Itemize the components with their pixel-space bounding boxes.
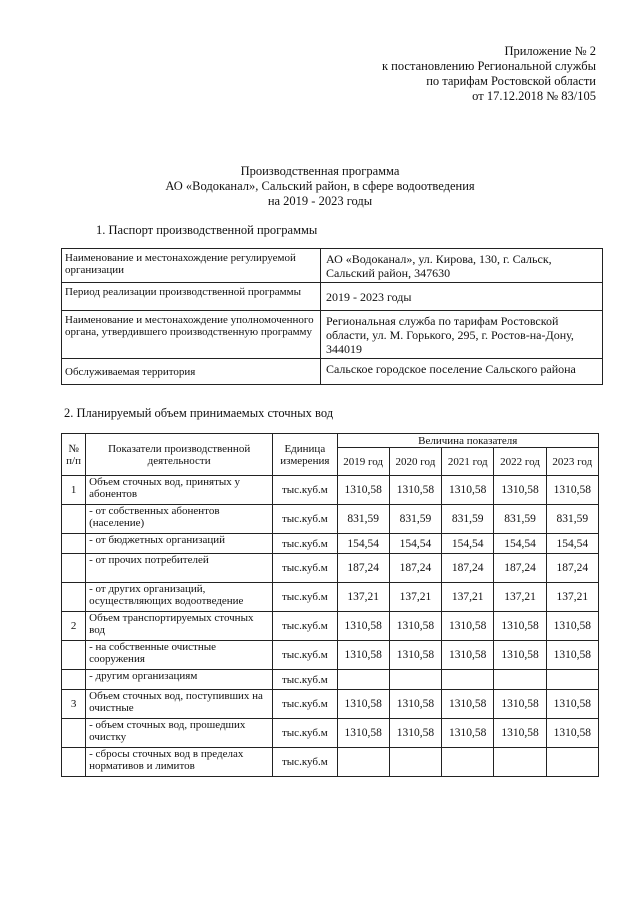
appendix-header: [382, 44, 596, 104]
unit-cell: тыс.куб.м: [273, 641, 337, 670]
value-cell: 1310,58: [337, 612, 389, 641]
value-cell: 137,21: [389, 583, 441, 612]
passport-label: Наименование и местонахождение регулируемой организации: [62, 249, 321, 283]
value-cell: 154,54: [442, 534, 494, 554]
value-cell: [442, 670, 494, 690]
table-row: [62, 612, 599, 641]
value-cell: [389, 748, 441, 777]
appendix-line: по тарифам Ростовской области: [426, 74, 596, 88]
header-year: 2019 год: [337, 448, 389, 476]
value-cell: 187,24: [494, 554, 546, 583]
value-cell: 1310,58: [337, 641, 389, 670]
passport-value: Региональная служба по тарифам Ростовской области, ул. М. Горького, 295, г. Ростов-на-Дону, 344019: [321, 311, 603, 359]
value-cell: 1310,58: [442, 690, 494, 719]
appendix-line: к постановлению Региональной службы: [381, 59, 596, 73]
value-cell: 831,59: [494, 505, 546, 534]
unit-cell: тыс.куб.м: [273, 534, 337, 554]
value-cell: 1310,58: [337, 719, 389, 748]
table-row: [62, 641, 599, 670]
value-cell: 1310,58: [389, 719, 441, 748]
indicator-name: - от собственных абонентов (население): [86, 505, 273, 534]
appendix-line: от 17.12.2018 № 83/105: [472, 89, 596, 103]
passport-value: Сальское городское поселение Сальского района: [321, 359, 603, 385]
value-cell: 1310,58: [442, 612, 494, 641]
value-cell: [337, 748, 389, 777]
row-number: [62, 719, 86, 748]
indicator-name: Объем сточных вод, принятых у абонентов: [86, 476, 273, 505]
value-cell: [494, 748, 546, 777]
value-cell: 1310,58: [337, 690, 389, 719]
appendix-line: Приложение № 2: [504, 44, 596, 58]
value-cell: 1310,58: [546, 476, 598, 505]
passport-label: Период реализации производственной программы: [62, 283, 321, 311]
header-indicator: Показатели производственной деятельности: [86, 434, 273, 476]
passport-table: [61, 248, 603, 385]
indicator-name: Объем транспортируемых сточных вод: [86, 612, 273, 641]
value-cell: 1310,58: [494, 690, 546, 719]
value-cell: 1310,58: [494, 476, 546, 505]
value-cell: 1310,58: [389, 690, 441, 719]
value-cell: 831,59: [337, 505, 389, 534]
passport-label: Наименование и местонахождение уполномоченного органа, утвердившего производственную программу: [62, 311, 321, 359]
value-cell: [389, 670, 441, 690]
header-value: Величина показателя: [337, 434, 598, 448]
indicator-name: - объем сточных вод, прошедших очистку: [86, 719, 273, 748]
indicator-name: - сбросы сточных вод в пределах нормативов и лимитов: [86, 748, 273, 777]
indicator-name: - от бюджетных организаций: [86, 534, 273, 554]
table-row: [62, 359, 603, 385]
title-line: на 2019 - 2023 годы: [267, 194, 373, 208]
unit-cell: тыс.куб.м: [273, 583, 337, 612]
unit-cell: тыс.куб.м: [273, 690, 337, 719]
value-cell: 1310,58: [494, 612, 546, 641]
indicator-name: - от прочих потребителей: [86, 554, 273, 583]
value-cell: 187,24: [337, 554, 389, 583]
section-2-heading: 2. Планируемый объем принимаемых сточных вод: [64, 406, 334, 420]
value-cell: 1310,58: [442, 476, 494, 505]
value-cell: 831,59: [546, 505, 598, 534]
row-number: 2: [62, 612, 86, 641]
table-row: [62, 748, 599, 777]
value-cell: 1310,58: [546, 719, 598, 748]
table-row: [62, 670, 599, 690]
row-number: [62, 554, 86, 583]
value-cell: 831,59: [389, 505, 441, 534]
value-cell: [442, 748, 494, 777]
value-cell: 154,54: [546, 534, 598, 554]
value-cell: 1310,58: [546, 690, 598, 719]
value-cell: 1310,58: [442, 719, 494, 748]
unit-cell: тыс.куб.м: [273, 719, 337, 748]
header-year: 2023 год: [546, 448, 598, 476]
value-cell: 187,24: [546, 554, 598, 583]
header-no: № п/п: [62, 434, 86, 476]
value-cell: 1310,58: [337, 476, 389, 505]
indicator-name: - на собственные очистные сооружения: [86, 641, 273, 670]
title-line: Производственная программа: [240, 164, 400, 178]
value-cell: [494, 670, 546, 690]
passport-value: АО «Водоканал», ул. Кирова, 130, г. Сальск, Сальский район, 347630: [321, 249, 603, 283]
row-number: [62, 583, 86, 612]
unit-cell: тыс.куб.м: [273, 476, 337, 505]
title-line: АО «Водоканал», Сальский район, в сфере водоотведения: [165, 179, 475, 193]
row-number: [62, 505, 86, 534]
value-cell: 154,54: [389, 534, 441, 554]
indicator-name: - другим организациям: [86, 670, 273, 690]
table-row: [62, 719, 599, 748]
table-row: [62, 283, 603, 311]
header-unit: Единица измерения: [273, 434, 337, 476]
value-cell: 137,21: [494, 583, 546, 612]
table-row: [62, 311, 603, 359]
row-number: [62, 670, 86, 690]
unit-cell: тыс.куб.м: [273, 612, 337, 641]
document-title: [0, 164, 640, 209]
table-row: [62, 534, 599, 554]
header-year: 2021 год: [442, 448, 494, 476]
value-cell: 1310,58: [389, 476, 441, 505]
value-cell: 1310,58: [494, 719, 546, 748]
indicator-name: Объем сточных вод, поступивших на очистные: [86, 690, 273, 719]
table-row: [62, 583, 599, 612]
wastewater-volume-table: [61, 433, 599, 777]
value-cell: [337, 670, 389, 690]
table-row: [62, 476, 599, 505]
indicator-name: - от других организаций, осуществляющих водоотведение: [86, 583, 273, 612]
section-1-heading: 1. Паспорт производственной программы: [96, 223, 318, 237]
value-cell: 1310,58: [442, 641, 494, 670]
value-cell: 1310,58: [389, 641, 441, 670]
table-row: [62, 690, 599, 719]
table-row: [62, 249, 603, 283]
value-cell: 187,24: [389, 554, 441, 583]
value-cell: 154,54: [494, 534, 546, 554]
header-year: 2020 год: [389, 448, 441, 476]
table-row: [62, 505, 599, 534]
value-cell: 1310,58: [389, 612, 441, 641]
value-cell: 154,54: [337, 534, 389, 554]
row-number: [62, 748, 86, 777]
value-cell: 137,21: [337, 583, 389, 612]
unit-cell: тыс.куб.м: [273, 748, 337, 777]
unit-cell: тыс.куб.м: [273, 670, 337, 690]
value-cell: 187,24: [442, 554, 494, 583]
row-number: 3: [62, 690, 86, 719]
row-number: [62, 534, 86, 554]
value-cell: [546, 748, 598, 777]
value-cell: 831,59: [442, 505, 494, 534]
unit-cell: тыс.куб.м: [273, 554, 337, 583]
unit-cell: тыс.куб.м: [273, 505, 337, 534]
row-number: [62, 641, 86, 670]
header-year: 2022 год: [494, 448, 546, 476]
value-cell: 137,21: [442, 583, 494, 612]
value-cell: 1310,58: [546, 612, 598, 641]
value-cell: 1310,58: [546, 641, 598, 670]
passport-label: Обслуживаемая территория: [62, 359, 321, 385]
row-number: 1: [62, 476, 86, 505]
value-cell: 137,21: [546, 583, 598, 612]
table-row: [62, 554, 599, 583]
value-cell: [546, 670, 598, 690]
passport-value: 2019 - 2023 годы: [321, 283, 603, 311]
value-cell: 1310,58: [494, 641, 546, 670]
